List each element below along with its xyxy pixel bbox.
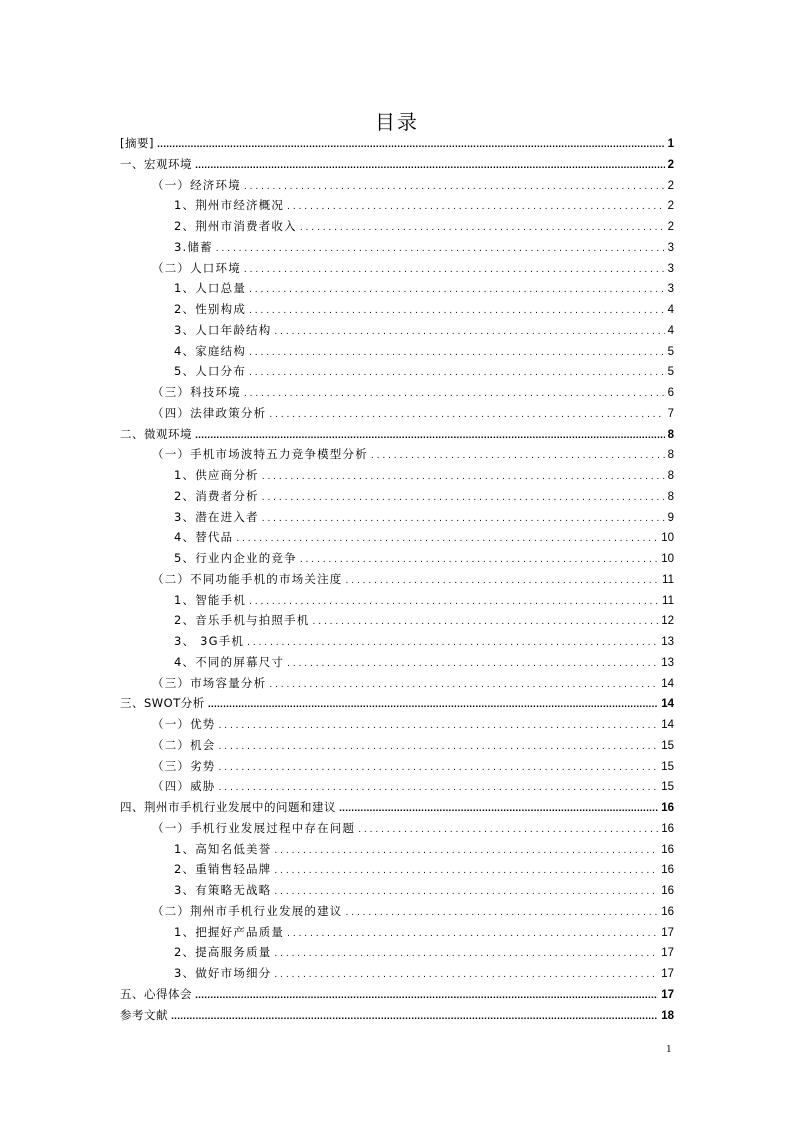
toc-entry-page: 15 <box>661 781 674 794</box>
toc-entry-label: 3、有策略无战略 <box>174 883 272 897</box>
toc-entry-page: 16 <box>661 905 674 918</box>
toc-entry-label: （三）科技环境 <box>152 385 241 399</box>
toc-entry-label: 3.储蓄 <box>174 239 213 254</box>
toc-dot-leader <box>219 776 659 799</box>
toc-entry[interactable] <box>120 839 674 860</box>
toc-entry-label: 4、家庭结构 <box>174 343 247 358</box>
toc-dot-leader <box>249 278 665 301</box>
toc-entry[interactable] <box>120 258 674 279</box>
toc-entry-page: 2 <box>667 179 674 192</box>
toc-entry-label: 2、音乐手机与拍照手机 <box>174 613 310 628</box>
toc-entry-page: 3 <box>667 262 674 275</box>
toc-entry-label: （一）手机行业发展过程中存在问题 <box>152 820 356 835</box>
toc-entry-label: 1、供应商分析 <box>174 468 259 482</box>
toc-entry[interactable] <box>120 175 674 196</box>
toc-entry[interactable] <box>120 216 674 237</box>
toc-entry[interactable] <box>120 652 674 673</box>
toc-entry[interactable] <box>120 237 674 258</box>
toc-entry-page: 13 <box>661 636 674 648</box>
toc-entry-label: （二）不同功能手机的市场关注度 <box>152 571 343 586</box>
toc-dot-leader <box>249 299 665 322</box>
toc-entry-label: （一）优势 <box>152 717 216 731</box>
toc-entry-page: 10 <box>661 553 674 565</box>
toc-entry[interactable] <box>120 154 674 175</box>
toc-entry[interactable] <box>120 320 674 341</box>
toc-entry[interactable] <box>120 1005 674 1026</box>
toc-entry-page: 11 <box>662 594 674 607</box>
toc-entry[interactable] <box>120 984 674 1005</box>
toc-entry-label: （一）手机市场波特五力竞争模型分析 <box>152 447 368 462</box>
toc-dot-leader <box>274 320 664 343</box>
toc-entry[interactable] <box>120 569 674 590</box>
toc-dot-leader <box>358 818 658 841</box>
toc-entry-label: 2、荆州市消费者收入 <box>174 219 297 233</box>
toc-dot-leader <box>157 133 665 156</box>
toc-dot-leader <box>269 403 664 426</box>
toc-dot-leader <box>313 610 659 633</box>
toc-entry-page: 7 <box>667 407 674 420</box>
toc-entry-label: 5、行业内企业的竞争 <box>174 551 297 565</box>
toc-entry-page: 3 <box>667 241 674 254</box>
toc-dot-leader <box>346 569 660 592</box>
toc-entry-label: （四）法律政策分析 <box>152 405 267 420</box>
toc-entry[interactable] <box>120 507 674 528</box>
page-title: 目录 <box>375 110 419 134</box>
toc-entry-page: 17 <box>661 988 674 1001</box>
toc-entry-label: 4、替代品 <box>174 530 234 545</box>
toc-dot-leader <box>195 984 658 1007</box>
toc-entry-page: 2 <box>667 200 674 213</box>
toc-entry-page: 4 <box>667 324 674 337</box>
toc-entry[interactable] <box>120 714 674 735</box>
toc-entry-label: 5、人口分布 <box>174 364 247 379</box>
toc-entry[interactable] <box>120 486 674 507</box>
toc-dot-leader <box>262 465 665 488</box>
toc-dot-leader <box>346 901 659 924</box>
toc-entry-page: 17 <box>661 968 674 980</box>
toc-entry-label: 4、不同的屏幕尺寸 <box>174 654 285 669</box>
toc-entry-label: （三）劣势 <box>152 758 216 773</box>
toc-entry[interactable] <box>120 361 674 382</box>
toc-dot-leader <box>249 361 665 384</box>
toc-entry-label: 2、消费者分析 <box>174 488 259 503</box>
toc-dot-leader <box>219 714 659 737</box>
toc-entry-page: 8 <box>667 470 674 482</box>
toc-entry-label: 参考文献 <box>120 1007 168 1022</box>
toc-entry-page: 5 <box>667 345 674 358</box>
toc-entry[interactable] <box>120 963 674 984</box>
toc-entry-page: 17 <box>661 926 674 939</box>
toc-entry[interactable] <box>120 735 674 756</box>
toc-dot-leader <box>249 341 665 364</box>
toc-dot-leader <box>262 507 665 530</box>
toc-dot-leader <box>339 797 658 820</box>
toc-dot-leader <box>208 693 658 716</box>
toc-dot-leader <box>300 216 665 239</box>
toc-dot-leader <box>244 382 665 405</box>
toc-entry-label: （二）人口环境 <box>152 260 241 275</box>
toc-entry-page: 16 <box>661 822 674 835</box>
toc-entry[interactable] <box>120 195 674 216</box>
toc-entry[interactable] <box>120 465 674 486</box>
toc-entry-page: 9 <box>667 511 674 524</box>
toc-dot-leader <box>171 1005 658 1028</box>
toc-dot-leader <box>244 175 665 198</box>
toc-entry-label: 2、重销售轻品牌 <box>174 862 272 877</box>
toc-dot-leader <box>236 527 658 550</box>
toc-entry[interactable] <box>120 797 674 818</box>
toc-dot-leader <box>274 942 658 965</box>
toc-entry-page: 8 <box>667 449 674 462</box>
toc-entry-label: 2、提高服务质量 <box>174 945 272 960</box>
toc-entry-label: 3、 3G手机 <box>174 634 245 648</box>
toc-entry[interactable] <box>120 756 674 777</box>
toc-entry-page: 6 <box>667 387 674 399</box>
toc-entry-page: 18 <box>661 1009 674 1022</box>
toc-dot-leader <box>247 631 658 654</box>
toc-dot-leader <box>287 652 658 675</box>
toc-dot-leader <box>274 963 658 986</box>
toc-dot-leader <box>274 839 658 862</box>
toc-entry-page: 8 <box>667 428 674 441</box>
toc-dot-leader <box>244 258 665 281</box>
toc-dot-leader <box>249 590 659 613</box>
toc-entry-label: （一）经济环境 <box>152 177 241 192</box>
toc-entry-label: （四）威胁 <box>152 779 216 794</box>
toc-entry-label: （二）荆州市手机行业发展的建议 <box>152 903 343 918</box>
toc-entry-page: 17 <box>661 947 674 960</box>
toc-entry-page: 16 <box>661 843 674 856</box>
toc-entry-label: 2、性别构成 <box>174 302 247 316</box>
toc-entry[interactable] <box>120 527 674 548</box>
toc-entry-page: 4 <box>667 304 674 316</box>
toc-entry[interactable] <box>120 403 674 424</box>
toc-dot-leader <box>219 756 659 779</box>
toc-entry[interactable] <box>120 133 674 154</box>
toc-entry-page: 5 <box>667 366 674 379</box>
toc-entry[interactable] <box>120 278 674 299</box>
toc-entry-page: 1 <box>667 138 674 150</box>
toc-dot-leader <box>269 673 658 696</box>
toc-entry-page: 11 <box>662 573 674 586</box>
toc-entry[interactable] <box>120 901 674 922</box>
toc-entry[interactable] <box>120 341 674 362</box>
toc-entry-label: [摘要] <box>120 136 154 150</box>
toc-dot-leader <box>195 424 665 447</box>
toc-entry-page: 14 <box>661 698 674 711</box>
toc-entry[interactable] <box>120 299 674 320</box>
toc-entry-page: 13 <box>661 656 674 669</box>
toc-entry-page: 3 <box>667 283 674 296</box>
toc-dot-leader <box>262 486 665 509</box>
toc-entry[interactable] <box>120 818 674 839</box>
toc-dot-leader <box>300 548 658 571</box>
toc-entry-page: 16 <box>661 885 674 897</box>
page-number: 1 <box>666 1043 672 1055</box>
toc-entry-page: 14 <box>661 677 674 690</box>
toc-entry-label: 1、把握好产品质量 <box>174 924 285 939</box>
toc-entry-page: 8 <box>667 490 674 503</box>
toc-entry-label: 3、潜在进入者 <box>174 509 259 524</box>
toc-entry[interactable] <box>120 424 674 445</box>
toc-entry[interactable] <box>120 548 674 569</box>
toc-dot-leader <box>274 859 658 882</box>
toc-entry-label: （三）市场容量分析 <box>152 675 267 690</box>
table-of-contents <box>120 133 674 1025</box>
toc-entry-page: 2 <box>667 221 674 233</box>
toc-dot-leader <box>219 735 659 758</box>
toc-entry-label: （二）机会 <box>152 737 216 752</box>
toc-entry-page: 15 <box>661 760 674 773</box>
toc-entry[interactable] <box>120 880 674 901</box>
toc-entry[interactable] <box>120 610 674 631</box>
toc-entry[interactable] <box>120 631 674 652</box>
toc-entry[interactable] <box>120 693 674 714</box>
toc-entry-page: 12 <box>661 615 674 628</box>
toc-dot-leader <box>274 880 658 903</box>
toc-entry-page: 10 <box>661 532 674 545</box>
toc-dot-leader <box>371 444 665 467</box>
toc-entry-page: 16 <box>661 864 674 877</box>
toc-entry-page: 14 <box>661 719 674 731</box>
toc-entry-label: 四、荆州市手机行业发展中的问题和建议 <box>120 800 336 814</box>
toc-entry-label: 二、微观环境 <box>120 426 192 441</box>
toc-entry[interactable] <box>120 942 674 963</box>
toc-entry-label: 3、人口年龄结构 <box>174 322 272 337</box>
toc-entry-label: 1、高知名低美誉 <box>174 841 272 856</box>
toc-entry-page: 2 <box>667 158 674 171</box>
toc-entry[interactable] <box>120 922 674 943</box>
toc-dot-leader <box>195 154 665 177</box>
toc-entry[interactable] <box>120 382 674 403</box>
toc-entry-label: 1、智能手机 <box>174 592 247 607</box>
toc-entry[interactable] <box>120 673 674 694</box>
toc-entry-label: 五、心得体会 <box>120 986 192 1001</box>
toc-entry-label: 一、宏观环境 <box>120 156 192 171</box>
toc-entry-page: 15 <box>661 739 674 752</box>
toc-dot-leader <box>216 237 665 260</box>
toc-dot-leader <box>287 195 664 218</box>
toc-entry-label: 3、做好市场细分 <box>174 966 272 980</box>
toc-entry-page: 16 <box>661 802 674 814</box>
toc-entry[interactable] <box>120 776 674 797</box>
toc-entry[interactable] <box>120 444 674 465</box>
toc-entry-label: 三、SWOT分析 <box>120 696 205 711</box>
toc-entry-label: 1、人口总量 <box>174 281 247 296</box>
toc-entry-label: 1、荆州市经济概况 <box>174 198 285 213</box>
toc-entry[interactable] <box>120 590 674 611</box>
toc-entry[interactable] <box>120 859 674 880</box>
toc-dot-leader <box>287 922 658 945</box>
